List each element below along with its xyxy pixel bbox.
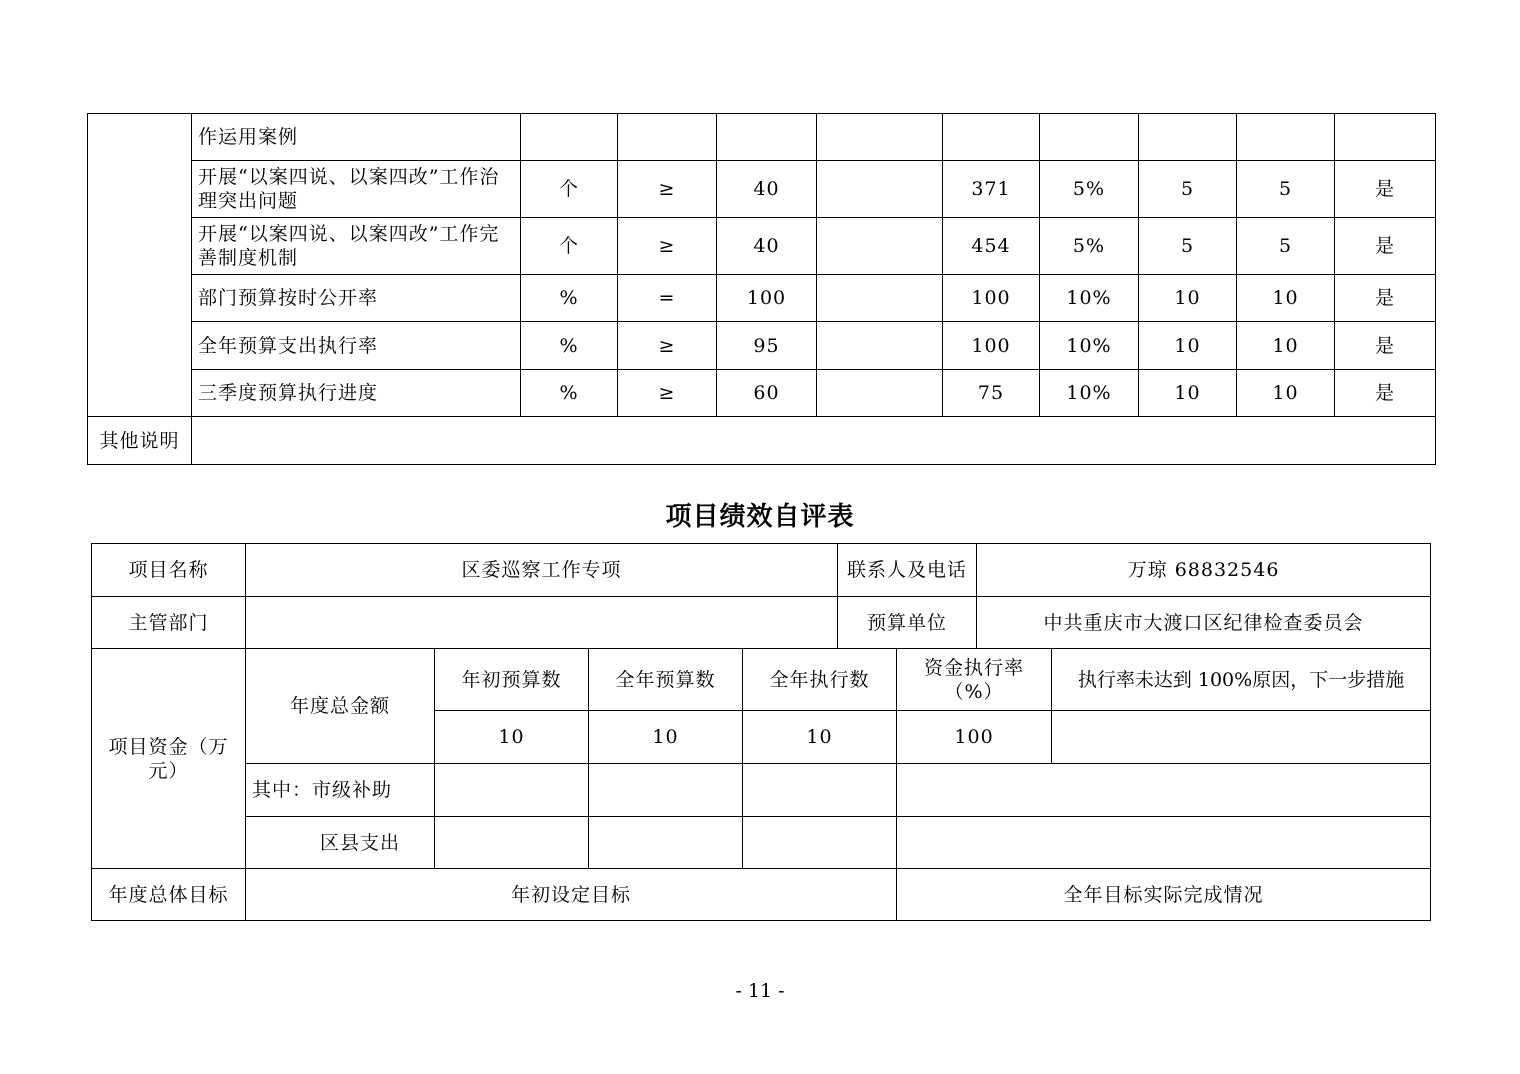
- annual-total-label: 年度总金额: [246, 649, 435, 764]
- project-name-label: 项目名称: [92, 544, 246, 597]
- other-notes-row: [87, 416, 192, 465]
- weight: 10%: [1040, 370, 1139, 417]
- col-exec-rate: 资金执行率（%）: [897, 649, 1052, 711]
- table-row: [88, 370, 1436, 417]
- score: 10: [1237, 275, 1335, 322]
- score: 5: [1237, 218, 1335, 275]
- initial-budget-value: 10: [435, 711, 589, 764]
- full-score: 10: [1139, 322, 1237, 370]
- full-score: 10: [1139, 275, 1237, 322]
- district-label: 区县支出: [246, 817, 435, 869]
- col-reason: 执行率未达到 100%原因，下一步措施: [1052, 649, 1431, 711]
- weight: 10%: [1040, 275, 1139, 322]
- weight: 5%: [1040, 218, 1139, 275]
- initial-goal-label: 年初设定目标: [246, 869, 897, 921]
- met-flag: 是: [1335, 275, 1436, 322]
- table-row: [88, 322, 1436, 370]
- exec-rate-value: 100: [897, 711, 1052, 764]
- table-row: [88, 218, 1436, 275]
- met-flag: 是: [1335, 161, 1436, 218]
- met-flag: 是: [1335, 370, 1436, 417]
- score: 5: [1237, 161, 1335, 218]
- indicator-name: 部门预算按时公开率: [192, 275, 521, 322]
- budget-unit-value: 中共重庆市大渡口区纪律检查委员会: [977, 597, 1431, 649]
- city-subsidy-label: 其中：市级补助: [246, 764, 435, 817]
- other-notes-value: [192, 417, 1436, 465]
- indicator-name: 开展“以案四说、以案四改”工作完善制度机制: [192, 218, 521, 275]
- indicator-name: 作运用案例: [192, 114, 521, 161]
- page-number: - 11 -: [735, 980, 785, 1002]
- full-score: 10: [1139, 370, 1237, 417]
- operator: =: [618, 275, 717, 322]
- col-full-budget: 全年预算数: [589, 649, 743, 711]
- table-row: [88, 275, 1436, 322]
- actual-value: 454: [943, 218, 1040, 275]
- dept-label: 主管部门: [92, 597, 246, 649]
- unit: 个: [521, 218, 618, 275]
- actual-value: 371: [943, 161, 1040, 218]
- target-value: 60: [717, 370, 817, 417]
- weight: 10%: [1040, 322, 1139, 370]
- operator: ≥: [618, 161, 717, 218]
- budget-unit-label: 预算单位: [838, 597, 977, 649]
- full-budget-value: 10: [589, 711, 743, 764]
- unit: 个: [521, 161, 618, 218]
- col-executed: 全年执行数: [743, 649, 897, 711]
- actual-goal-label: 全年目标实际完成情况: [897, 869, 1431, 921]
- other-notes-label: 其他说明: [88, 417, 192, 465]
- weight: 5%: [1040, 161, 1139, 218]
- met-flag: 是: [1335, 322, 1436, 370]
- unit: %: [521, 370, 618, 417]
- contact-value: 万琼 68832546: [977, 544, 1431, 597]
- indicator-table-continuation: [87, 113, 1436, 465]
- col-initial-budget: 年初预算数: [435, 649, 589, 711]
- met-flag: 是: [1335, 218, 1436, 275]
- annual-goal-label: 年度总体目标: [92, 869, 246, 921]
- project-name-value: 区委巡察工作专项: [246, 544, 838, 597]
- full-score: 5: [1139, 218, 1237, 275]
- project-self-eval-table: [91, 543, 1431, 921]
- page-title: 项目绩效自评表: [665, 502, 855, 532]
- reason-value: [1052, 711, 1431, 764]
- operator: ≥: [618, 322, 717, 370]
- actual-value: 100: [943, 275, 1040, 322]
- unit: %: [521, 275, 618, 322]
- target-value: 40: [717, 218, 817, 275]
- table-row: [88, 161, 1436, 218]
- actual-value: 75: [943, 370, 1040, 417]
- target-value: 100: [717, 275, 817, 322]
- full-score: 5: [1139, 161, 1237, 218]
- actual-value: 100: [943, 322, 1040, 370]
- funds-label: 项目资金（万元）: [92, 649, 246, 869]
- indicator-name: 三季度预算执行进度: [192, 370, 521, 417]
- dept-value: [246, 597, 838, 649]
- operator: ≥: [618, 218, 717, 275]
- target-value: 95: [717, 322, 817, 370]
- score: 10: [1237, 370, 1335, 417]
- indicator-name: 开展“以案四说、以案四改”工作治理突出问题: [192, 161, 521, 218]
- operator: ≥: [618, 370, 717, 417]
- executed-value: 10: [743, 711, 897, 764]
- category-cell: [88, 114, 192, 465]
- target-value: 40: [717, 161, 817, 218]
- unit: %: [521, 322, 618, 370]
- indicator-name: 全年预算支出执行率: [192, 322, 521, 370]
- score: 10: [1237, 322, 1335, 370]
- contact-label: 联系人及电话: [838, 544, 977, 597]
